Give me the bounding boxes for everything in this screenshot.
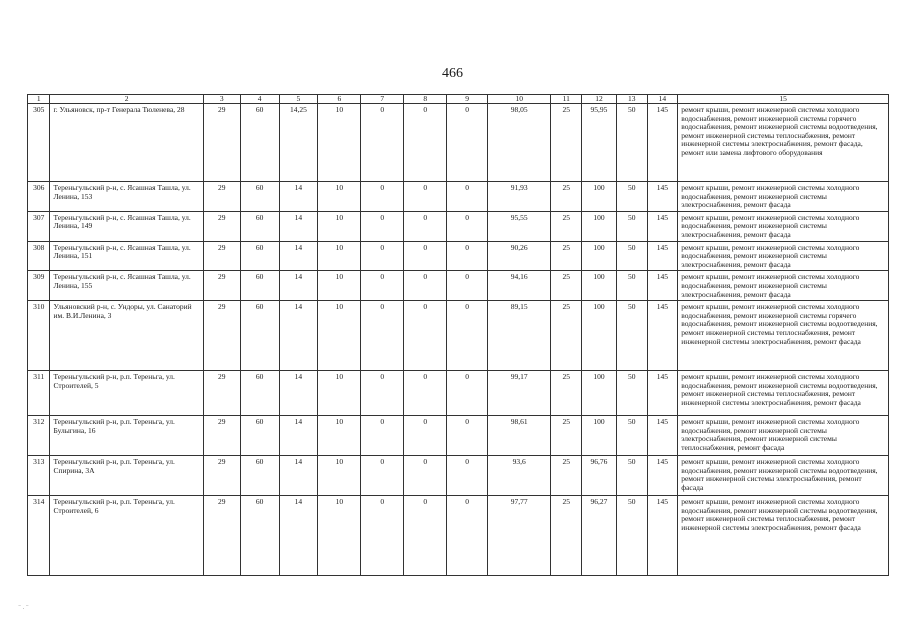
value-cell-c11: 25 <box>551 371 582 416</box>
column-number-4: 4 <box>240 95 279 104</box>
value-cell-c14: 145 <box>647 241 678 271</box>
value-cell-c8: 0 <box>404 271 447 301</box>
value-cell-c12: 100 <box>582 241 617 271</box>
value-cell-c6: 10 <box>318 456 361 496</box>
value-cell-c3: 29 <box>203 241 240 271</box>
works-list-cell: ремонт крыши, ремонт инженерной системы холодного водоснабжения, ремонт инженерной системы горячего водоснабжения, ремонт инженерной системы водоотведения, ремонт инженерной системы теплоснабжения, ремонт инженерной системы электроснабжения, ремонт фасада, ремонт или замена лифтового оборудования <box>678 104 889 182</box>
address-cell: Тереньгульский р-н, р.п. Тереньга, ул. Строителей, 6 <box>50 496 203 576</box>
value-cell-c13: 50 <box>616 496 647 576</box>
address-cell: Тереньгульский р-н, р.п. Тереньга, ул. Строителей, 5 <box>50 371 203 416</box>
page-number: 466 <box>442 66 463 81</box>
value-cell-c9: 0 <box>447 104 488 182</box>
value-cell-c9: 0 <box>447 456 488 496</box>
value-cell-c9: 0 <box>447 496 488 576</box>
value-cell-c4: 60 <box>240 416 279 456</box>
value-cell-c12: 96,27 <box>582 496 617 576</box>
row-number-cell: 306 <box>28 182 50 212</box>
value-cell-c4: 60 <box>240 301 279 371</box>
value-cell-c7: 0 <box>361 416 404 456</box>
value-cell-c3: 29 <box>203 301 240 371</box>
row-number-cell: 305 <box>28 104 50 182</box>
table-row <box>28 211 889 241</box>
works-list-cell: ремонт крыши, ремонт инженерной системы холодного водоснабжения, ремонт инженерной системы электроснабжения, ремонт фасада <box>678 241 889 271</box>
value-cell-c10: 98,61 <box>488 416 551 456</box>
value-cell-c10: 97,77 <box>488 496 551 576</box>
value-cell-c8: 0 <box>404 241 447 271</box>
value-cell-c8: 0 <box>404 182 447 212</box>
value-cell-c9: 0 <box>447 211 488 241</box>
value-cell-c11: 25 <box>551 182 582 212</box>
value-cell-c4: 60 <box>240 271 279 301</box>
column-number-9: 9 <box>447 95 488 104</box>
value-cell-c7: 0 <box>361 301 404 371</box>
value-cell-c7: 0 <box>361 211 404 241</box>
value-cell-c4: 60 <box>240 371 279 416</box>
value-cell-c8: 0 <box>404 456 447 496</box>
value-cell-c13: 50 <box>616 104 647 182</box>
address-cell: Тереньгульский р-н, р.п. Тереньга, ул. Спирина, 3А <box>50 456 203 496</box>
value-cell-c12: 100 <box>582 416 617 456</box>
value-cell-c8: 0 <box>404 371 447 416</box>
column-number-12: 12 <box>582 95 617 104</box>
column-number-10: 10 <box>488 95 551 104</box>
table-row <box>28 416 889 456</box>
value-cell-c5: 14 <box>279 416 318 456</box>
value-cell-c14: 145 <box>647 416 678 456</box>
value-cell-c9: 0 <box>447 182 488 212</box>
value-cell-c10: 93,6 <box>488 456 551 496</box>
value-cell-c11: 25 <box>551 211 582 241</box>
address-cell: Тереньгульский р-н, с. Ясашная Ташла, ул. Ленина, 151 <box>50 241 203 271</box>
value-cell-c5: 14 <box>279 182 318 212</box>
value-cell-c14: 145 <box>647 496 678 576</box>
value-cell-c3: 29 <box>203 496 240 576</box>
value-cell-c5: 14,25 <box>279 104 318 182</box>
value-cell-c4: 60 <box>240 456 279 496</box>
value-cell-c13: 50 <box>616 416 647 456</box>
value-cell-c10: 89,15 <box>488 301 551 371</box>
value-cell-c9: 0 <box>447 271 488 301</box>
value-cell-c11: 25 <box>551 271 582 301</box>
table-body <box>28 104 889 576</box>
row-number-cell: 311 <box>28 371 50 416</box>
value-cell-c14: 145 <box>647 371 678 416</box>
value-cell-c7: 0 <box>361 241 404 271</box>
column-number-1: 1 <box>28 95 50 104</box>
table-row <box>28 271 889 301</box>
value-cell-c11: 25 <box>551 496 582 576</box>
value-cell-c4: 60 <box>240 211 279 241</box>
address-cell: Тереньгульский р-н, с. Ясашная Ташла, ул. Ленина, 155 <box>50 271 203 301</box>
works-list-cell: ремонт крыши, ремонт инженерной системы холодного водоснабжения, ремонт инженерной системы электроснабжения, ремонт фасада <box>678 271 889 301</box>
value-cell-c13: 50 <box>616 182 647 212</box>
address-cell: Тереньгульский р-н, с. Ясашная Ташла, ул. Ленина, 153 <box>50 182 203 212</box>
table-row <box>28 182 889 212</box>
value-cell-c11: 25 <box>551 241 582 271</box>
row-number-cell: 310 <box>28 301 50 371</box>
value-cell-c7: 0 <box>361 496 404 576</box>
value-cell-c12: 100 <box>582 182 617 212</box>
value-cell-c7: 0 <box>361 271 404 301</box>
value-cell-c9: 0 <box>447 416 488 456</box>
value-cell-c12: 100 <box>582 301 617 371</box>
column-number-6: 6 <box>318 95 361 104</box>
row-number-cell: 312 <box>28 416 50 456</box>
value-cell-c6: 10 <box>318 104 361 182</box>
value-cell-c9: 0 <box>447 371 488 416</box>
table-row <box>28 456 889 496</box>
value-cell-c6: 10 <box>318 301 361 371</box>
value-cell-c10: 95,55 <box>488 211 551 241</box>
value-cell-c14: 145 <box>647 271 678 301</box>
value-cell-c9: 0 <box>447 301 488 371</box>
value-cell-c3: 29 <box>203 371 240 416</box>
column-number-15: 15 <box>678 95 889 104</box>
value-cell-c3: 29 <box>203 456 240 496</box>
value-cell-c13: 50 <box>616 271 647 301</box>
value-cell-c10: 99,17 <box>488 371 551 416</box>
value-cell-c13: 50 <box>616 301 647 371</box>
column-number-14: 14 <box>647 95 678 104</box>
row-number-cell: 307 <box>28 211 50 241</box>
value-cell-c14: 145 <box>647 104 678 182</box>
value-cell-c7: 0 <box>361 371 404 416</box>
value-cell-c3: 29 <box>203 271 240 301</box>
value-cell-c14: 145 <box>647 182 678 212</box>
value-cell-c11: 25 <box>551 104 582 182</box>
value-cell-c12: 100 <box>582 271 617 301</box>
address-cell: г. Ульяновск, пр-т Генерала Тюленева, 28 <box>50 104 203 182</box>
value-cell-c7: 0 <box>361 456 404 496</box>
row-number-cell: 309 <box>28 271 50 301</box>
value-cell-c14: 145 <box>647 456 678 496</box>
value-cell-c3: 29 <box>203 416 240 456</box>
value-cell-c12: 100 <box>582 371 617 416</box>
value-cell-c4: 60 <box>240 496 279 576</box>
value-cell-c13: 50 <box>616 371 647 416</box>
works-list-cell: ремонт крыши, ремонт инженерной системы холодного водоснабжения, ремонт инженерной системы электроснабжения, ремонт фасада <box>678 182 889 212</box>
value-cell-c3: 29 <box>203 104 240 182</box>
value-cell-c11: 25 <box>551 301 582 371</box>
value-cell-c5: 14 <box>279 301 318 371</box>
column-number-5: 5 <box>279 95 318 104</box>
row-number-cell: 308 <box>28 241 50 271</box>
table-row <box>28 241 889 271</box>
value-cell-c5: 14 <box>279 271 318 301</box>
value-cell-c6: 10 <box>318 416 361 456</box>
value-cell-c6: 10 <box>318 241 361 271</box>
value-cell-c4: 60 <box>240 182 279 212</box>
column-number-8: 8 <box>404 95 447 104</box>
value-cell-c5: 14 <box>279 496 318 576</box>
value-cell-c7: 0 <box>361 104 404 182</box>
value-cell-c8: 0 <box>404 211 447 241</box>
value-cell-c10: 91,93 <box>488 182 551 212</box>
address-cell: Тереньгульский р-н, р.п. Тереньга, ул. Булыгина, 16 <box>50 416 203 456</box>
table-row <box>28 104 889 182</box>
works-list-cell: ремонт крыши, ремонт инженерной системы холодного водоснабжения, ремонт инженерной системы электроснабжения, ремонт инженерной системы теплоснабжения, ремонт фасада <box>678 416 889 456</box>
value-cell-c4: 60 <box>240 104 279 182</box>
value-cell-c6: 10 <box>318 496 361 576</box>
value-cell-c7: 0 <box>361 182 404 212</box>
row-number-cell: 314 <box>28 496 50 576</box>
works-list-cell: ремонт крыши, ремонт инженерной системы холодного водоснабжения, ремонт инженерной системы горячего водоснабжения, ремонт инженерной системы водоотведения, ремонт инженерной системы теплоснабжения, ремонт инженерной системы электроснабжения, ремонт фасада <box>678 301 889 371</box>
column-number-header-row <box>28 95 889 104</box>
value-cell-c13: 50 <box>616 456 647 496</box>
value-cell-c6: 10 <box>318 182 361 212</box>
value-cell-c5: 14 <box>279 241 318 271</box>
address-cell: Ульяновский р-н, с. Ундоры, ул. Санаторий им. В.И.Ленина, 3 <box>50 301 203 371</box>
value-cell-c6: 10 <box>318 271 361 301</box>
repair-register-table <box>27 94 889 576</box>
value-cell-c10: 94,16 <box>488 271 551 301</box>
column-number-2: 2 <box>50 95 203 104</box>
scan-artifact: ⁻ . ⁻ <box>18 605 29 611</box>
value-cell-c10: 98,05 <box>488 104 551 182</box>
value-cell-c8: 0 <box>404 104 447 182</box>
works-list-cell: ремонт крыши, ремонт инженерной системы холодного водоснабжения, ремонт инженерной системы водоотведения, ремонт инженерной системы теплоснабжения, ремонт инженерной системы электроснабжения, ремонт фасада <box>678 371 889 416</box>
value-cell-c6: 10 <box>318 211 361 241</box>
table-row <box>28 301 889 371</box>
value-cell-c9: 0 <box>447 241 488 271</box>
value-cell-c8: 0 <box>404 416 447 456</box>
value-cell-c11: 25 <box>551 416 582 456</box>
value-cell-c13: 50 <box>616 211 647 241</box>
value-cell-c12: 96,76 <box>582 456 617 496</box>
works-list-cell: ремонт крыши, ремонт инженерной системы холодного водоснабжения, ремонт инженерной системы электроснабжения, ремонт фасада <box>678 211 889 241</box>
table-row <box>28 496 889 576</box>
value-cell-c13: 50 <box>616 241 647 271</box>
value-cell-c5: 14 <box>279 456 318 496</box>
value-cell-c10: 90,26 <box>488 241 551 271</box>
value-cell-c12: 100 <box>582 211 617 241</box>
value-cell-c6: 10 <box>318 371 361 416</box>
value-cell-c14: 145 <box>647 301 678 371</box>
row-number-cell: 313 <box>28 456 50 496</box>
table-row <box>28 371 889 416</box>
value-cell-c14: 145 <box>647 211 678 241</box>
value-cell-c8: 0 <box>404 301 447 371</box>
column-number-7: 7 <box>361 95 404 104</box>
address-cell: Тереньгульский р-н, с. Ясашная Ташла, ул. Ленина, 149 <box>50 211 203 241</box>
value-cell-c5: 14 <box>279 211 318 241</box>
works-list-cell: ремонт крыши, ремонт инженерной системы холодного водоснабжения, ремонт инженерной системы водоотведения, ремонт инженерной системы теплоснабжения, ремонт инженерной системы электроснабжения, ремонт фасада <box>678 496 889 576</box>
value-cell-c3: 29 <box>203 211 240 241</box>
value-cell-c11: 25 <box>551 456 582 496</box>
column-number-11: 11 <box>551 95 582 104</box>
value-cell-c4: 60 <box>240 241 279 271</box>
works-list-cell: ремонт крыши, ремонт инженерной системы холодного водоснабжения, ремонт инженерной системы водоотведения, ремонт инженерной системы электроснабжения, ремонт фасада <box>678 456 889 496</box>
column-number-3: 3 <box>203 95 240 104</box>
value-cell-c12: 95,95 <box>582 104 617 182</box>
column-number-13: 13 <box>616 95 647 104</box>
value-cell-c5: 14 <box>279 371 318 416</box>
value-cell-c8: 0 <box>404 496 447 576</box>
value-cell-c3: 29 <box>203 182 240 212</box>
